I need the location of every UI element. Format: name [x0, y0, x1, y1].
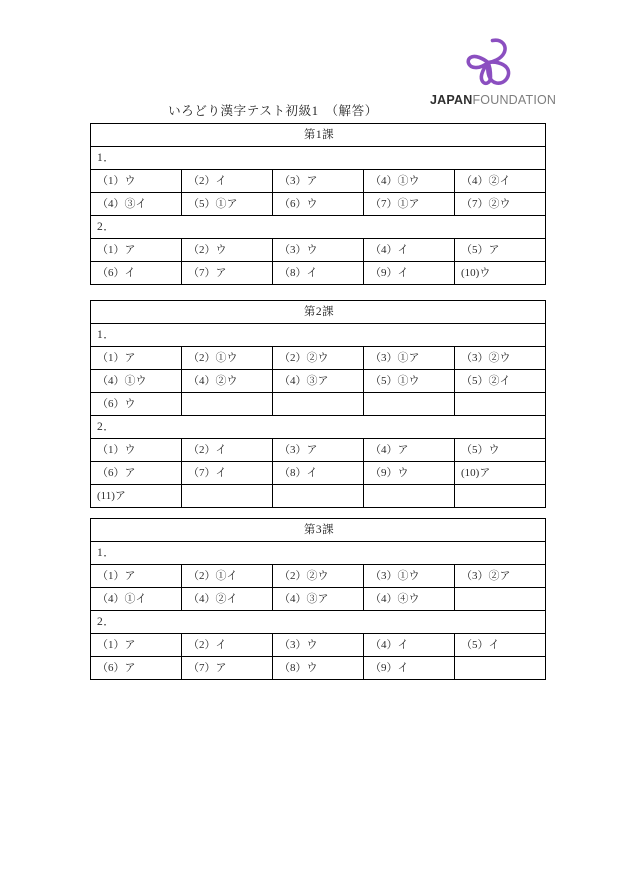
- answer-cell: （4）①ウ: [91, 370, 182, 393]
- answer-cell: （4）ア: [364, 439, 455, 462]
- answer-cell: （1）ア: [91, 634, 182, 657]
- answer-cell-empty: [455, 393, 546, 416]
- butterfly-logo-icon: [459, 34, 519, 90]
- answer-cell: （7）①ア: [364, 193, 455, 216]
- logo-word-japan: JAPAN: [430, 93, 473, 107]
- answer-cell: （4）②ウ: [182, 370, 273, 393]
- answer-cell: （2）イ: [182, 439, 273, 462]
- answer-cell: （4）③ア: [273, 370, 364, 393]
- answer-cell: （6）ア: [91, 462, 182, 485]
- table-row: [91, 170, 546, 193]
- answer-cell: （1）ウ: [91, 439, 182, 462]
- answer-cell: （5）①ア: [182, 193, 273, 216]
- answer-cell: (10)ア: [455, 462, 546, 485]
- table-row: [91, 262, 546, 285]
- answer-cell: （7）ア: [182, 657, 273, 680]
- answer-table-lesson-1: [90, 123, 546, 285]
- japan-foundation-logo: [430, 34, 557, 107]
- answer-cell-empty: [273, 485, 364, 508]
- answer-cell: （4）①イ: [91, 588, 182, 611]
- table-row: [91, 588, 546, 611]
- lesson-heading: 第2課: [91, 301, 546, 324]
- page-title: いろどり漢字テスト初級1 （解答）: [168, 104, 378, 118]
- answer-cell: （6）イ: [91, 262, 182, 285]
- answer-cell: （6）ウ: [273, 193, 364, 216]
- table-row-section-header: [91, 147, 546, 170]
- answer-cell-empty: [364, 393, 455, 416]
- table-row: [91, 462, 546, 485]
- section-heading: 2．: [91, 416, 546, 439]
- answer-cell: （2）イ: [182, 170, 273, 193]
- answer-cell-empty: [455, 485, 546, 508]
- answer-cell: （7）ア: [182, 262, 273, 285]
- answer-cell: （4）③イ: [91, 193, 182, 216]
- answer-cell: （1）ウ: [91, 170, 182, 193]
- answer-cell: （4）②イ: [182, 588, 273, 611]
- answer-cell: （3）ウ: [273, 239, 364, 262]
- answer-cell-empty: [273, 393, 364, 416]
- table-row: [91, 657, 546, 680]
- answer-cell: （5）②イ: [455, 370, 546, 393]
- answer-table-lesson-3: [90, 518, 546, 680]
- answer-cell: （8）ウ: [273, 657, 364, 680]
- answer-cell: （5）イ: [455, 634, 546, 657]
- section-heading: 1．: [91, 542, 546, 565]
- table-row: [91, 439, 546, 462]
- answer-cell: （8）イ: [273, 262, 364, 285]
- table-row: [91, 193, 546, 216]
- table-row: [91, 370, 546, 393]
- answer-cell-empty: [364, 485, 455, 508]
- answer-cell: （7）②ウ: [455, 193, 546, 216]
- answer-cell: （5）ア: [455, 239, 546, 262]
- answer-cell-empty: [455, 588, 546, 611]
- table-row: [91, 239, 546, 262]
- answer-cell: （2）②ウ: [273, 565, 364, 588]
- table-row-section-header: [91, 611, 546, 634]
- answer-cell-empty: [455, 657, 546, 680]
- table-row-section-header: [91, 542, 546, 565]
- answer-cell: (10)ウ: [455, 262, 546, 285]
- answer-cell: （9）イ: [364, 262, 455, 285]
- answer-cell: （4）③ア: [273, 588, 364, 611]
- answer-cell: （1）ア: [91, 347, 182, 370]
- answer-cell: （2）①ウ: [182, 347, 273, 370]
- table-row: [91, 347, 546, 370]
- logo-word-foundation: FOUNDATION: [472, 93, 557, 107]
- answer-cell: （2）②ウ: [273, 347, 364, 370]
- answer-cell: （4）①ウ: [364, 170, 455, 193]
- section-heading: 2．: [91, 611, 546, 634]
- section-heading: 2．: [91, 216, 546, 239]
- table-row: [91, 634, 546, 657]
- answer-cell-empty: [182, 393, 273, 416]
- table-row-section-header: [91, 324, 546, 347]
- table-row-section-header: [91, 216, 546, 239]
- answer-cell: （3）②ウ: [455, 347, 546, 370]
- lesson-heading: 第1課: [91, 124, 546, 147]
- answer-cell: （3）①ウ: [364, 565, 455, 588]
- answer-cell: （2）ウ: [182, 239, 273, 262]
- answer-cell: （4）イ: [364, 239, 455, 262]
- lesson-heading: 第3課: [91, 519, 546, 542]
- table-row: [91, 485, 546, 508]
- answer-cell: （3）ウ: [273, 634, 364, 657]
- answer-cell: （6）ウ: [91, 393, 182, 416]
- answer-cell-empty: [182, 485, 273, 508]
- answer-cell: （8）イ: [273, 462, 364, 485]
- answer-cell: （3）ア: [273, 170, 364, 193]
- answer-cell: （7）イ: [182, 462, 273, 485]
- answer-cell: （4）イ: [364, 634, 455, 657]
- table-row-lesson-header: [91, 519, 546, 542]
- answer-table-lesson-2: [90, 300, 546, 508]
- answer-cell: （2）①イ: [182, 565, 273, 588]
- table-row-lesson-header: [91, 124, 546, 147]
- answer-cell: （1）ア: [91, 239, 182, 262]
- answer-cell: （3）ア: [273, 439, 364, 462]
- table-row-lesson-header: [91, 301, 546, 324]
- table-row-section-header: [91, 416, 546, 439]
- answer-cell: （4）④ウ: [364, 588, 455, 611]
- answer-cell: （2）イ: [182, 634, 273, 657]
- answer-cell: （4）②イ: [455, 170, 546, 193]
- answer-cell: （6）ア: [91, 657, 182, 680]
- table-row: [91, 565, 546, 588]
- answer-cell: （5）ウ: [455, 439, 546, 462]
- section-heading: 1．: [91, 324, 546, 347]
- answer-cell: （3）①ア: [364, 347, 455, 370]
- answer-cell: （9）イ: [364, 657, 455, 680]
- answer-cell: （3）②ア: [455, 565, 546, 588]
- table-row: [91, 393, 546, 416]
- answer-cell: (11)ア: [91, 485, 182, 508]
- answer-cell: （1）ア: [91, 565, 182, 588]
- answer-cell: （5）①ウ: [364, 370, 455, 393]
- answer-cell: （9）ウ: [364, 462, 455, 485]
- section-heading: 1．: [91, 147, 546, 170]
